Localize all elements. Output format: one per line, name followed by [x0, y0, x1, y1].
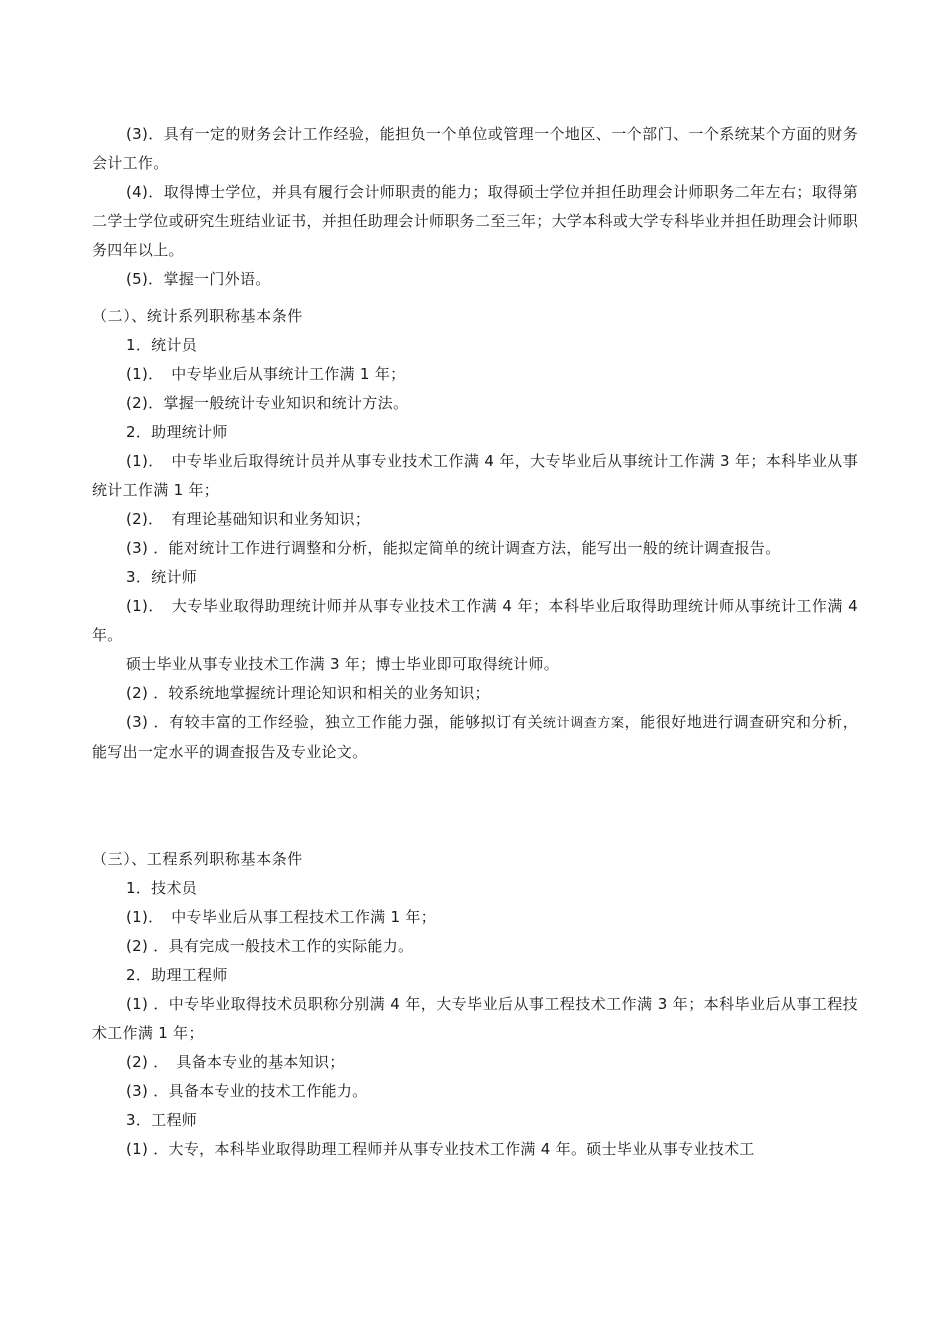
engineering-assistant-item-2: (2) ． 具备本专业的基本知识； [126, 1053, 345, 1071]
statistics-section-heading: （二）、统计系列职称基本条件 [92, 307, 303, 325]
engineering-tech-item-2: (2) ．具有完成一般技术工作的实际能力。 [126, 937, 414, 955]
document-page [92, 120, 858, 1164]
engineering-engineer-title: 3．工程师 [126, 1111, 198, 1129]
statistics-assistant-item-3: (3) ．能对统计工作进行调整和分析，能拟定简单的统计调查方法，能写出一般的统计调查报告。 [126, 539, 781, 557]
statistics-statistician-item-1b: 硕士毕业从事专业技术工作满 3 年；博士毕业即可取得统计师。 [126, 655, 560, 673]
statistics-statistician-title: 3．统计师 [126, 568, 198, 586]
statistics-statistician-item-1: (1)． 大专毕业取得助理统计师并从事专业技术工作满 4 年；本科毕业后取得助理统计师从事统计工作满 4 年。 [92, 597, 858, 644]
accounting-item-5: (5)．掌握一门外语。 [126, 270, 271, 288]
spacer [92, 767, 858, 845]
accounting-item-4: (4)．取得博士学位，并具有履行会计师职责的能力；取得硕士学位并担任助理会计师职务二年左右；取得第二学士学位或研究生班结业证书，并担任助理会计师职务二至三年；大学本科或大学专科毕业并担任助理会计师职务四年以上。 [92, 183, 858, 259]
engineering-tech-title: 1．技术员 [126, 879, 198, 897]
statistics-clerk-item-2: (2)．掌握一般统计专业知识和统计方法。 [126, 394, 409, 412]
statistics-assistant-title: 2．助理统计师 [126, 423, 228, 441]
engineering-section-heading: （三）、工程系列职称基本条件 [92, 850, 303, 868]
statistics-statistician-item-2: (2) ．较系统地掌握统计理论知识和相关的业务知识； [126, 684, 490, 702]
statistics-assistant-item-1: (1)． 中专毕业后取得统计员并从事专业技术工作满 4 年，大专毕业后从事统计工作满 3 年；本科毕业从事统计工作满 1 年； [92, 452, 858, 499]
statistics-statistician-item-3-part-a: (3) ．有较丰富的工作经验，独立工作能力强，能够拟订有关 [126, 713, 544, 731]
statistics-clerk-title: 1．统计员 [126, 336, 198, 354]
statistics-statistician-item-3 [92, 708, 858, 767]
engineering-assistant-title: 2．助理工程师 [126, 966, 228, 984]
statistics-statistician-item-3-part-c: ，能很好地进行调查研究和分析，能写出一定水平的调查报告及专业论文。 [92, 713, 858, 761]
statistics-statistician-item-3-part-b: 统计调查方案 [543, 716, 625, 731]
engineering-tech-item-1: (1)． 中专毕业后从事工程技术工作满 1 年； [126, 908, 437, 926]
accounting-item-3: (3)．具有一定的财务会计工作经验，能担负一个单位或管理一个地区、一个部门、一个系统某个方面的财务会计工作。 [92, 125, 858, 172]
engineering-engineer-item-1: (1) ．大专，本科毕业取得助理工程师并从事专业技术工作满 4 年。硕士毕业从事专业技术工 [126, 1140, 755, 1158]
statistics-clerk-item-1: (1)． 中专毕业后从事统计工作满 1 年； [126, 365, 406, 383]
engineering-assistant-item-3: (3) ．具备本专业的技术工作能力。 [126, 1082, 368, 1100]
spacer [92, 294, 858, 302]
engineering-assistant-item-1: (1) ．中专毕业取得技术员职称分别满 4 年，大专毕业后从事工程技术工作满 3 年；本科毕业后从事工程技术工作满 1 年； [92, 995, 858, 1042]
statistics-assistant-item-2: (2)． 有理论基础知识和业务知识； [126, 510, 371, 528]
